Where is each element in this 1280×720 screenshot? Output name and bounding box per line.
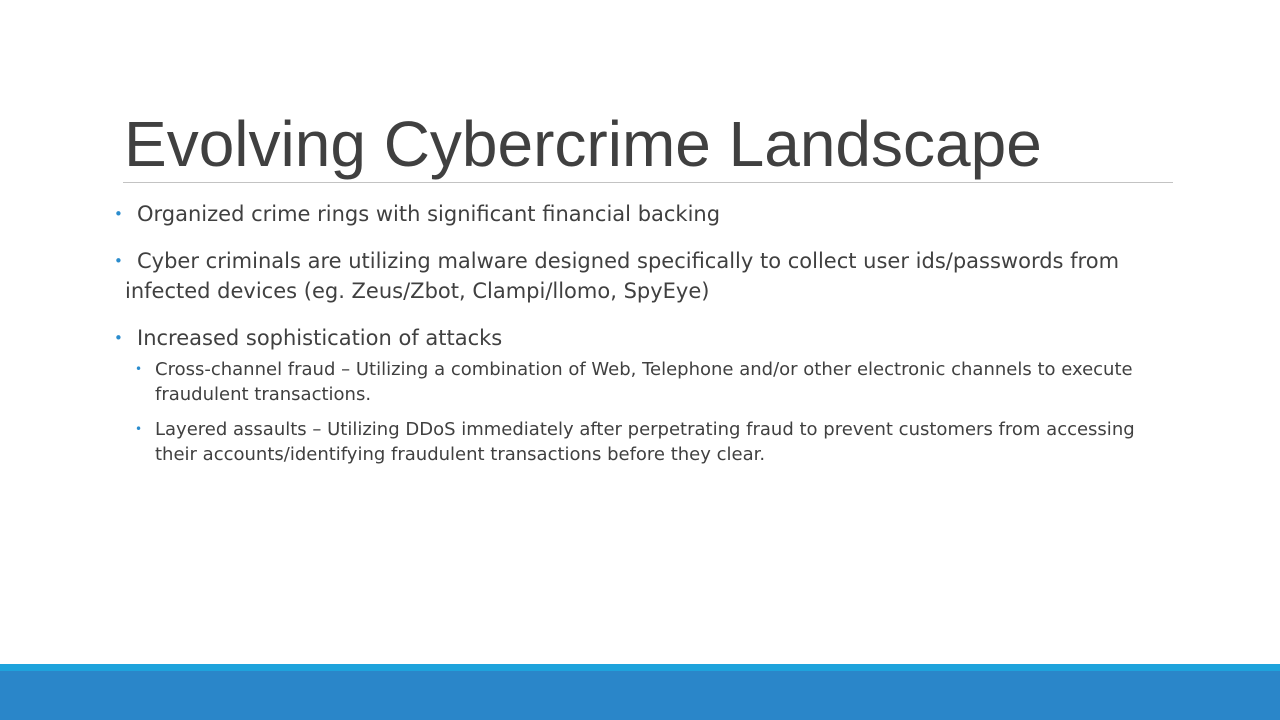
bullet-dot-icon: • xyxy=(114,205,123,223)
bullet-item xyxy=(114,246,1174,306)
sub-bullet-item xyxy=(135,417,1174,467)
footer-bar xyxy=(0,671,1280,720)
bullet-text: Cyber criminals are utilizing malware designed specifically to collect user ids/passwords from infected devices (eg. Zeus/Zbot, Clampi/llomo, SpyEye) xyxy=(125,249,1120,303)
title-divider xyxy=(123,182,1173,183)
bullet-item xyxy=(114,199,1174,229)
bullet-dot-icon: • xyxy=(114,252,123,270)
sub-bullet-dot-icon: • xyxy=(135,422,143,436)
sub-bullet-text: Layered assaults – Utilizing DDoS immediately after perpetrating fraud to prevent customers from accessing their accounts/identifying fraudulent transactions before they clear. xyxy=(155,419,1135,465)
bullet-text: Increased sophistication of attacks xyxy=(137,326,503,350)
sub-bullet-item xyxy=(135,357,1174,407)
sub-bullet-text: Cross-channel fraud – Utilizing a combination of Web, Telephone and/or other electronic channels to execute fraudulent transactions. xyxy=(155,359,1133,405)
footer-accent-stripe xyxy=(0,664,1280,671)
bullet-dot-icon: • xyxy=(114,329,123,347)
bullet-item xyxy=(114,323,1174,353)
slide-title: Evolving Cybercrime Landscape xyxy=(124,108,1042,180)
sub-bullet-list xyxy=(135,357,1174,467)
slide-body xyxy=(114,199,1174,477)
sub-bullet-dot-icon: • xyxy=(135,362,143,376)
bullet-text: Organized crime rings with significant financial backing xyxy=(137,202,721,226)
